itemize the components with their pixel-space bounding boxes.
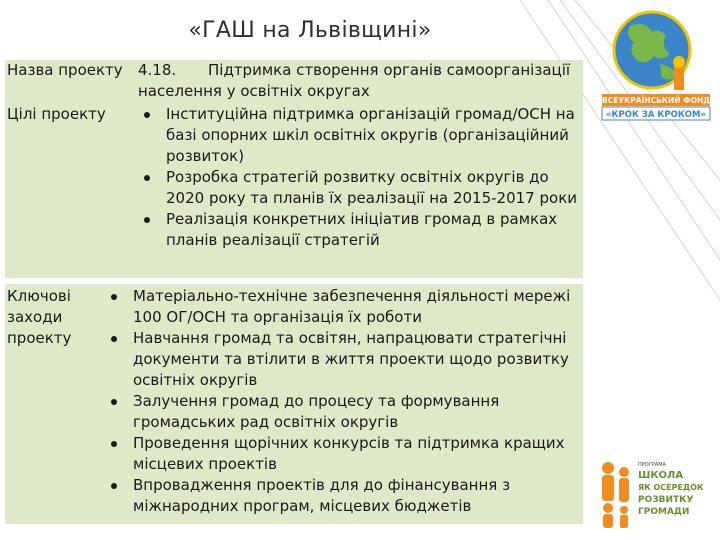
list-item: Матеріально-технічне забезпечення діяльності мережі 100 ОГ/ОСН та організація їх роботи (105, 286, 580, 328)
bullet-icon (111, 294, 117, 300)
key-actions-label: Ключові заходи проекту (7, 287, 72, 347)
list-item: Навчання громад та освітян, напрацювати стратегічні документи та втілити в життя проекти щодо розвитку освітніх округів (105, 328, 580, 391)
school-logo-line4: ГРОМАДИ (638, 507, 690, 517)
list-item: Проведення щорічних конкурсів та підтримка кращих місцевих проектів (105, 433, 580, 475)
key-actions-list (105, 286, 580, 517)
bullet-icon (144, 175, 150, 181)
bullet-icon (111, 483, 117, 489)
school-program-logo (598, 458, 710, 530)
school-logo-line3: РОЗВИТКУ (638, 495, 694, 505)
key-actions-panel (5, 284, 583, 524)
goals-list (138, 104, 578, 251)
bullet-icon (144, 112, 150, 118)
project-name-text: Підтримка створення органів самоорганізації населення у освітніх округах (138, 61, 571, 100)
school-logo-line1: ШКОЛА (638, 470, 684, 481)
project-info-panel (5, 60, 583, 278)
project-name-value (138, 60, 583, 102)
list-item: Залучення громад до процесу та формування громадських рад освітніх округів (105, 391, 580, 433)
project-name-label: Назва проекту (7, 61, 123, 79)
fund-logo (600, 6, 712, 124)
school-logo-line2: ЯК ОСЕРЕДОК (638, 483, 704, 492)
school-logo-small: ПРОГРАМА (638, 462, 666, 468)
bullet-icon (111, 336, 117, 342)
project-number: 4.18. (138, 61, 177, 79)
bullet-icon (111, 399, 117, 405)
bullet-icon (144, 217, 150, 223)
list-item: Інституційна підтримка організацій громад/ОСН на базі опорних шкіл освітніх округів (організаційний розвиток) (138, 104, 578, 167)
fund-logo-line2: «КРОК ЗА КРОКОМ» (606, 110, 706, 120)
goals-label: Цілі проекту (7, 105, 106, 123)
fund-logo-line1: ВСЕУКРАЇНСЬКИЙ ФОНД (602, 96, 710, 105)
people-icon (602, 462, 629, 528)
list-item: Впровадження проектів для до фінансування з міжнародних програм, місцевих бюджетів (105, 475, 580, 517)
list-item: Розробка стратегій розвитку освітніх округів до 2020 року та планів їх реалізації на 2015-2017 роки (138, 167, 578, 209)
page-title: «ГАШ на Львівщині» (188, 18, 432, 43)
list-item: Реалізація конкретних ініціатив громад в рамках планів реалізації стратегій (138, 209, 578, 251)
bullet-icon (111, 441, 117, 447)
